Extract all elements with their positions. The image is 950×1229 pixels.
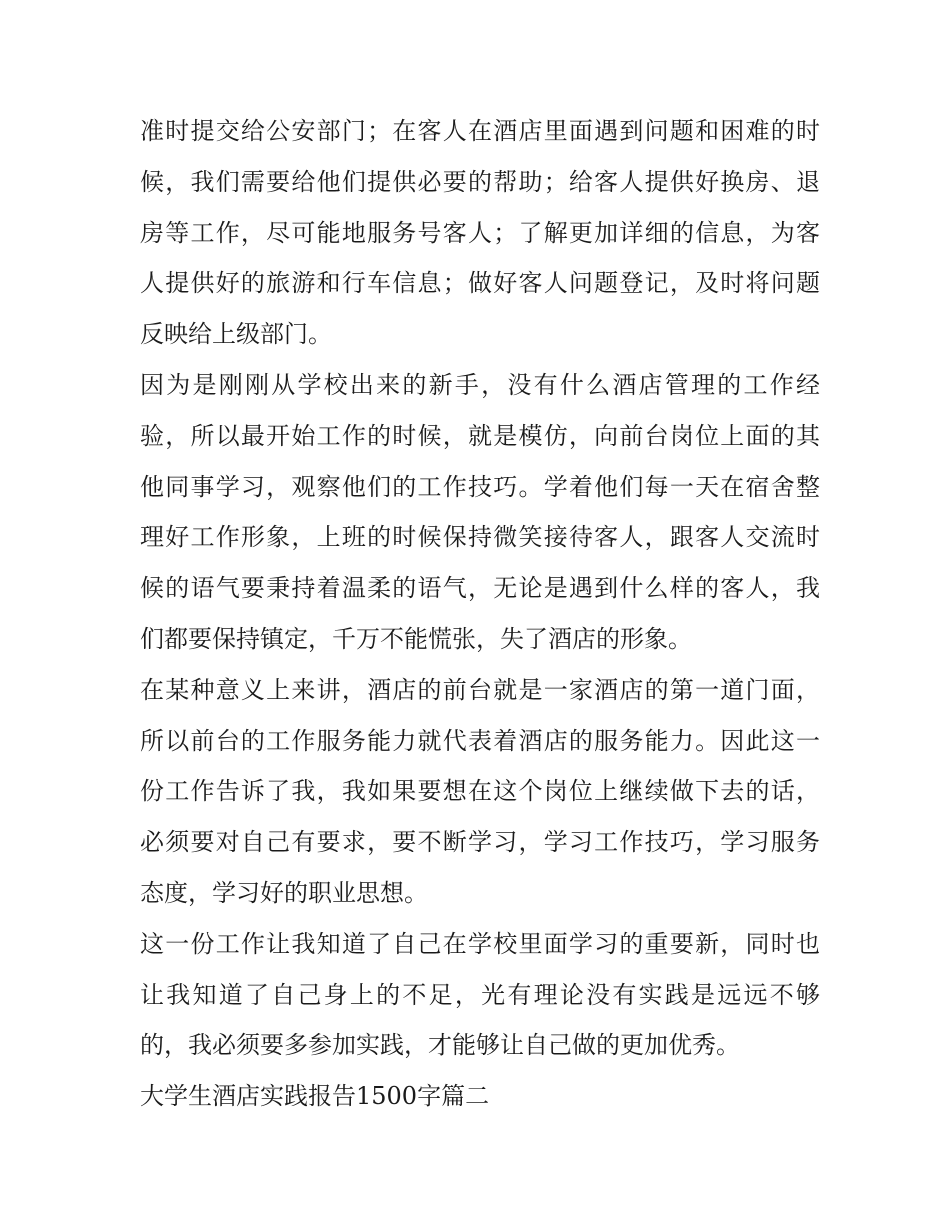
- text-line: 在某种意义上来讲，酒店的前台就是一家酒店的第一道门面，: [140, 675, 820, 704]
- text-line: 他同事学习，观察他们的工作技巧。学着他们每一天在宿舍整: [140, 472, 820, 501]
- text-line: 因为是刚刚从学校出来的新手，没有什么酒店管理的工作经: [140, 370, 820, 399]
- section-heading: [140, 1071, 820, 1122]
- text-line: 这一份工作让我知道了自己在学校里面学习的重要新，同时也: [140, 929, 820, 958]
- text-line: 候，我们需要给他们提供必要的帮助；给客人提供好换房、退: [140, 167, 820, 196]
- text-line: 候的语气要秉持着温柔的语气，无论是遇到什么样的客人，我: [140, 574, 820, 603]
- text-line: 们都要保持镇定，千万不能慌张，失了酒店的形象。: [140, 624, 692, 653]
- text-line: 验，所以最开始工作的时候，就是模仿，向前台岗位上面的其: [140, 421, 820, 450]
- text-line: 准时提交给公安部门；在客人在酒店里面遇到问题和困难的时: [140, 117, 820, 145]
- paragraph-hotel-duties: [140, 106, 820, 360]
- text-line: 态度，学习好的职业思想。: [140, 878, 428, 907]
- section-title: 大学生酒店实践报告1500字篇二: [140, 1082, 490, 1111]
- text-line: 必须要对自己有要求，要不断学习，学习工作技巧，学习服务: [140, 828, 820, 857]
- text-line: 理好工作形象，上班的时候保持微笑接待客人，跟客人交流时: [140, 523, 820, 552]
- text-line: 房等工作，尽可能地服务号客人；了解更加详细的信息，为客: [140, 218, 820, 247]
- document-body: [140, 106, 820, 1122]
- text-line: 人提供好的旅游和行车信息；做好客人问题登记，及时将问题: [140, 269, 820, 298]
- paragraph-learning-experience: [140, 360, 820, 665]
- text-line: 让我知道了自己身上的不足，光有理论没有实践是远远不够: [140, 980, 820, 1009]
- text-line: 反映给上级部门。: [140, 320, 332, 349]
- paragraph-front-desk: [140, 665, 820, 919]
- text-line: 的，我必须要多参加实践，才能够让自己做的更加优秀。: [140, 1031, 740, 1060]
- text-line: 所以前台的工作服务能力就代表着酒店的服务能力。因此这一: [140, 726, 820, 755]
- text-line: 份工作告诉了我，我如果要想在这个岗位上继续做下去的话，: [140, 777, 820, 806]
- paragraph-conclusion: [140, 919, 820, 1071]
